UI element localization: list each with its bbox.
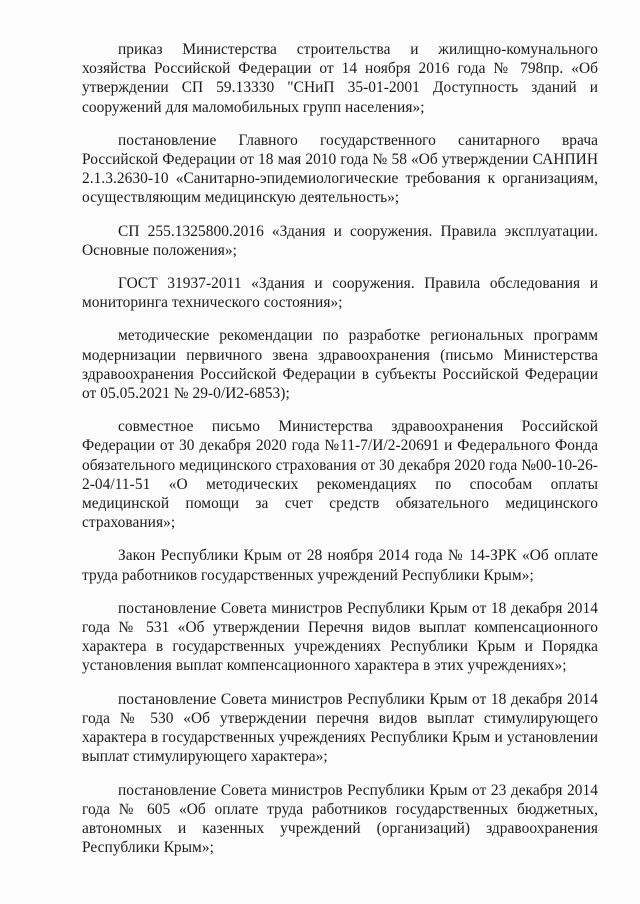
paragraph-sp-255: СП 255.1325800.2016 «Здания и сооружения. Правила эксплуатации. Основные положения»;: [82, 222, 598, 259]
paragraph-joint-letter: совместное письмо Министерства здравоохранения Российской Федерации от 30 декабря 2020 года №11-7/И/2-20691 и Федерального Фонда обязательного медицинского страхования от 30 декабря 2020 года №00-10-26-2-04/11-51 «О методических рекомендациях по способам оплаты медицинской помощи за счет средств обязательного медицинского страхования»;: [82, 418, 598, 532]
paragraph-resolution-605: постановление Совета министров Республики Крым от 23 декабря 2014 года № 605 «Об оплате труда работников государственных бюджетных, автономных и казенных учреждений (организаций) здравоохранения Республики Крым»;: [82, 781, 598, 857]
paragraph-resolution-530: постановление Совета министров Республики Крым от 18 декабря 2014 года № 530 «Об утверждении перечня видов выплат стимулирующего характера в государственных учреждениях Республики Крым и установлении выплат стимулирующего характера»;: [82, 690, 598, 766]
paragraph-gost-31937: ГОСТ 31937-2011 «Здания и сооружения. Правила обследования и мониторинга технического состояния»;: [82, 275, 598, 312]
document-body: [82, 40, 598, 871]
paragraph-resolution-531: постановление Совета министров Республики Крым от 18 декабря 2014 года № 531 «Об утверждении Перечня видов выплат компенсационного характера в государственных учреждениях Республики Крым и Порядка установления выплат компенсационного характера в этих учреждениях»;: [82, 599, 598, 675]
paragraph-order-minstroy: приказ Министерства строительства и жилищно-комунального хозяйства Российской Федерации от 14 ноября 2016 года № 798пр. «Об утверждении СП 59.13330 "СНиП 35-01-2001 Доступность зданий и сооружений для маломобильных групп населения»;: [82, 41, 598, 116]
paragraph-sanpin-resolution: постановление Главного государственного санитарного врача Российской Федерации от 18 мая 2010 года № 58 «Об утверждении САНПИН 2.1.3.2630-10 «Санитарно-эпидемиологические требования к организациям, осуществляющим медицинскую деятельность»;: [82, 131, 598, 207]
paragraph-methodical-recommendations: методические рекомендации по разработке региональных программ модернизации первичного звена здравоохранения (письмо Министерства здравоохранения Российской Федерации в субъекты Российской Федерации от 05.05.2021 № 29-0/И2-6853);: [82, 327, 598, 403]
paragraph-crimea-law: Закон Республики Крым от 28 ноября 2014 года № 14-ЗРК «Об оплате труда работников государственных учреждений Республики Крым»;: [82, 547, 598, 584]
